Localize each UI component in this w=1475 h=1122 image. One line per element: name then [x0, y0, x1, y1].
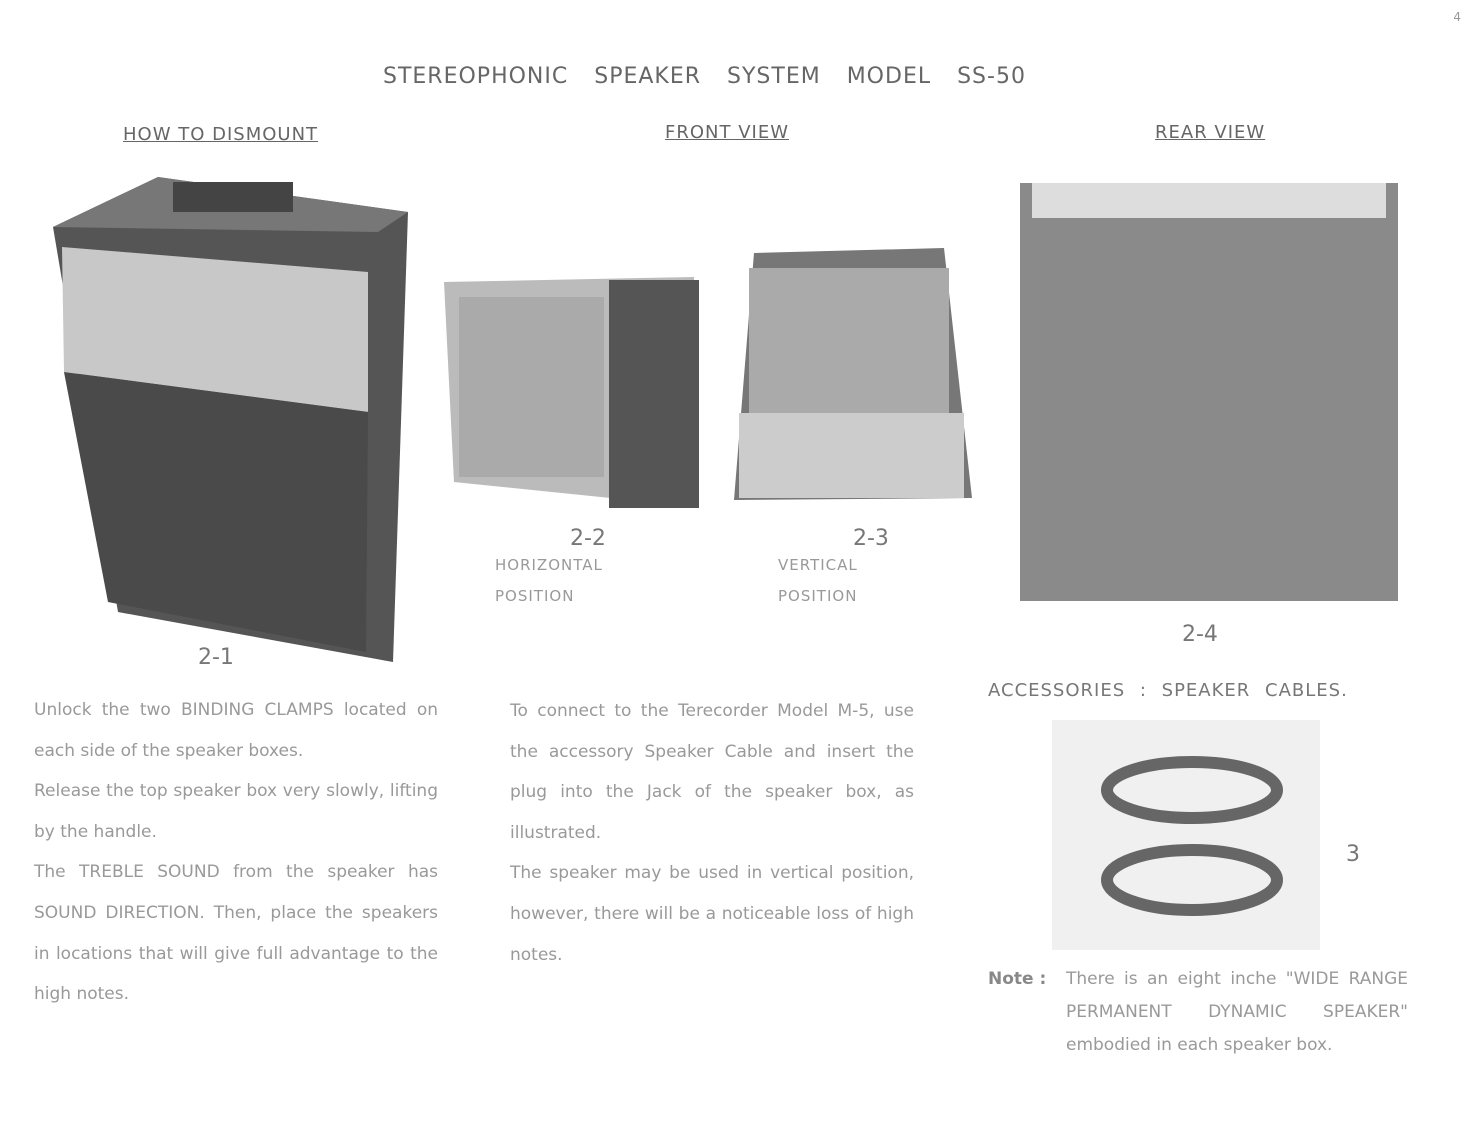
horizontal-speaker-photo	[444, 272, 700, 512]
caption-line: POSITION	[778, 587, 858, 605]
note-text: There is an eight inche "WIDE RANGE PERMANENT DYNAMIC SPEAKER" embodied in each speaker box.	[1066, 969, 1408, 1055]
dismount-instructions	[34, 690, 438, 1015]
front-view-instructions	[510, 691, 914, 975]
figure-number: 2-2	[570, 526, 606, 551]
paragraph: The TREBLE SOUND from the speaker has SOUND DIRECTION. Then, place the speakers in locations that will give full advantage to the high notes.	[34, 862, 438, 1005]
note-label: Note :	[988, 969, 1047, 989]
figure-number: 2-3	[853, 526, 889, 551]
figure-caption	[778, 550, 858, 612]
vertical-speaker-photo	[734, 248, 974, 504]
page-title: STEREOPHONIC SPEAKER SYSTEM MODEL SS-50	[383, 64, 1026, 89]
rear-view-photo	[1020, 183, 1398, 601]
paragraph: Release the top speaker box very slowly, lifting by the handle.	[34, 781, 438, 842]
paragraph: To connect to the Terecorder Model M-5, use the accessory Speaker Cable and insert the plug into the Jack of the speaker box, as illustrated.	[510, 701, 914, 843]
figure-number: 2-1	[198, 645, 234, 670]
heading-dismount: HOW TO DISMOUNT	[123, 124, 319, 145]
stacked-speakers-photo	[48, 172, 413, 664]
page-number: 4	[1453, 10, 1461, 24]
figure-number: 2-4	[1182, 622, 1218, 647]
heading-front-view: FRONT VIEW	[665, 122, 790, 143]
paragraph: The speaker may be used in vertical position, however, there will be a noticeable loss of high notes.	[510, 863, 914, 965]
caption-line: HORIZONTAL	[495, 556, 603, 574]
figure-caption	[495, 550, 603, 612]
caption-line: VERTICAL	[778, 556, 858, 574]
paragraph: Unlock the two BINDING CLAMPS located on each side of the speaker boxes.	[34, 700, 438, 761]
heading-rear-view: REAR VIEW	[1155, 122, 1266, 143]
note	[988, 963, 1408, 1062]
caption-line: POSITION	[495, 587, 575, 605]
speaker-cables-photo	[1052, 720, 1320, 950]
figure-number: 3	[1346, 842, 1360, 867]
accessories-heading: ACCESSORIES : SPEAKER CABLES.	[988, 680, 1348, 701]
